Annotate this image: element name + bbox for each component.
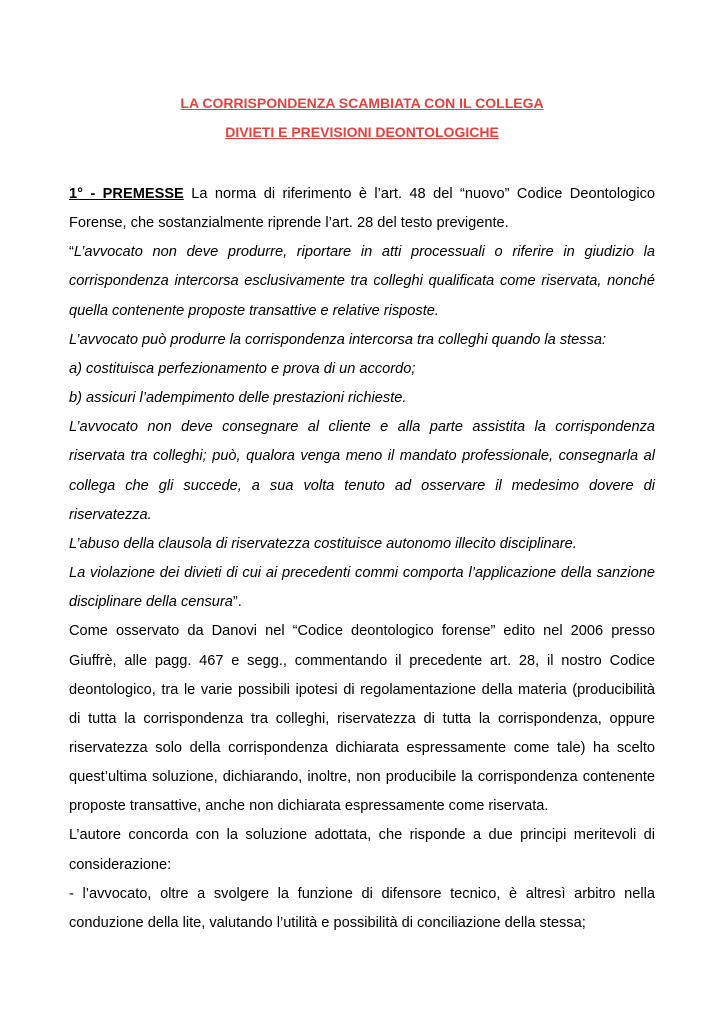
document-title-line-1: LA CORRISPONDENZA SCAMBIATA CON IL COLLEGA (180, 95, 544, 111)
section-heading: 1° - PREMESSE (69, 186, 184, 202)
quote-paragraph-6: L’abuso della clausola di riservatezza costituisce autonomo illecito disciplinare. (69, 535, 577, 552)
quote-text-7: La violazione dei divieti di cui ai precedenti commi comporta l’applicazione della sanzione disciplinare della censura (69, 565, 655, 611)
paragraph-danovi: Come osservato da Danovi nel “Codice deontologico forense” edito nel 2006 presso Giuffrè, alle pagg. 467 e segg., commentando il precedente art. 28, il nostro Codice deontologico, tra le varie possibili ipotesi di regolamentazione della materia (producibilità di tutta la corrispondenza tra colleghi, riservatezza di tutta la corrispondenza, oppure riservatezza solo della corrispondenza dichiarata espressamente come tale) ha scelto quest’ultima soluzione, dichiarando, inoltre, non producibile la corrispondenza contenente proposte transattive, anche non dichiarata espressamente come riservata. (69, 623, 655, 815)
quote-close-mark: ”. (232, 594, 242, 611)
bullet-item-1: - l’avvocato, oltre a svolgere la funzione di difensore tecnico, è altresì arbitro nella conduzione della lite, valutando l’utilità e possibilità di conciliazione della stessa; (69, 885, 655, 931)
quote-open-mark: “ (69, 244, 74, 261)
quote-paragraph-2: L’avvocato può produrre la corrispondenza intercorsa tra colleghi quando la stessa: (69, 331, 607, 348)
quote-paragraph-5: L’avvocato non deve consegnare al cliente e alla parte assistita la corrispondenza riservata tra colleghi; può, qualora venga meno il mandato professionale, consegnarla al collega che gli succede, a sua volta tenuto ad osservare il medesimo dovere di riservatezza. (69, 419, 655, 523)
quote-paragraph-3: a) costituisca perfezionamento e prova di un accordo; (69, 360, 416, 377)
document-body (69, 180, 655, 938)
document-title-line-2: DIVIETI E PREVISIONI DEONTOLOGICHE (225, 124, 499, 140)
paragraph-autore: L’autore concorda con la soluzione adottata, che risponde a due principi meritevoli di considerazione: (69, 827, 655, 873)
quote-paragraph-4: b) assicuri l’adempimento delle prestazioni richieste. (69, 390, 407, 407)
section-intro-text: La norma di riferimento è l’art. 48 del “nuovo” Codice Deontologico Forense, che sostanzialmente riprende l’art. 28 del testo previgente. (69, 186, 655, 232)
quote-paragraph-7 (69, 559, 655, 617)
section-premesse-paragraph (69, 180, 655, 238)
quote-text-1: L’avvocato non deve produrre, riportare in atti processuali o riferire in giudizio la corrispondenza intercorsa esclusivamente tra colleghi qualificata come riservata, nonché quella contenente proposte transattive e relative risposte. (69, 244, 655, 319)
quote-paragraph-1 (69, 238, 655, 325)
